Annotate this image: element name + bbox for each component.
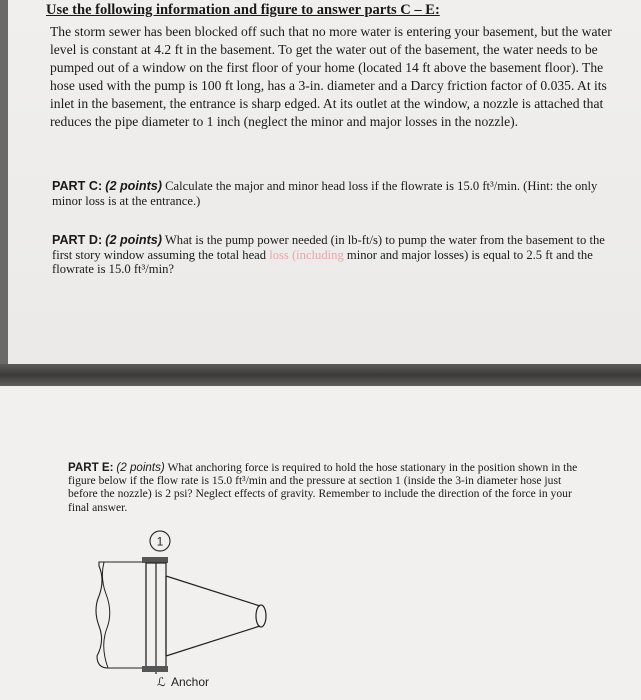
section-1-label: 1 <box>156 534 164 549</box>
part-d-points: (2 points) <box>105 233 162 247</box>
hose-nozzle-figure <box>88 528 288 700</box>
part-d-text-b: minor and major losses) is equal to 2.5 ft and the flowrate is 15.0 ft³/min? <box>52 247 593 276</box>
part-c <box>52 179 618 208</box>
part-c-label: PART C: <box>52 179 103 193</box>
page-heading: Use the following information and figure to answer parts C – E: <box>46 2 440 18</box>
part-e-text: What anchoring force is required to hold the hose stationary in the position shown in the figure below if the flow rate is 15.0 ft³/min and the pressure at section 1 (inside the 3-in diameter hose just before the nozzle) is 2 psi? Neglect effects of gravity. Remember to include the direction of the force in your final answer. <box>68 461 578 514</box>
nozzle-cone <box>166 576 260 656</box>
part-e <box>68 461 588 514</box>
part-e-label: PART E: <box>68 461 114 474</box>
part-d <box>52 233 618 277</box>
intro-paragraph: The storm sewer has been blocked off such that no more water is entering your basement, but the water level is constant at 4.2 ft in the basement. To get the water out of the basement, the water needs to be pumped out of a window on the first floor of your home (located 14 ft above the basement floor). The hose used with the pump is 100 ft long, has a 3-in. diameter and a Darcy friction factor of 0.035. At its inlet in the basement, the entrance is sharp edged. At its outlet at the window, a nozzle is attached that reduces the pipe diameter to 1 inch (neglect the minor and major losses in the nozzle). <box>50 24 612 129</box>
section-1-band <box>142 557 168 563</box>
part-c-points: (2 points) <box>105 179 162 193</box>
anchor-symbol: ℒ <box>157 675 166 689</box>
bottom-band <box>142 666 168 672</box>
hose-outline <box>96 562 146 668</box>
part-d-text-a: What is the pump power needed (in lb-ft/s) to pump the water from the basement to the first story window assuming the total head <box>52 233 605 262</box>
part-e-points: (2 points) <box>116 461 165 474</box>
anchor-label: Anchor <box>171 675 210 689</box>
part-c-text: Calculate the major and minor head loss if the flowrate is 15.0 ft³/min. (Hint: the only minor loss is at the entrance.) <box>52 179 598 208</box>
part-d-text-faded: loss (including <box>269 247 344 262</box>
nozzle-outlet <box>256 605 266 627</box>
page-gap <box>0 364 641 386</box>
part-d-label: PART D: <box>52 233 103 247</box>
hose-fold-line <box>102 562 109 668</box>
